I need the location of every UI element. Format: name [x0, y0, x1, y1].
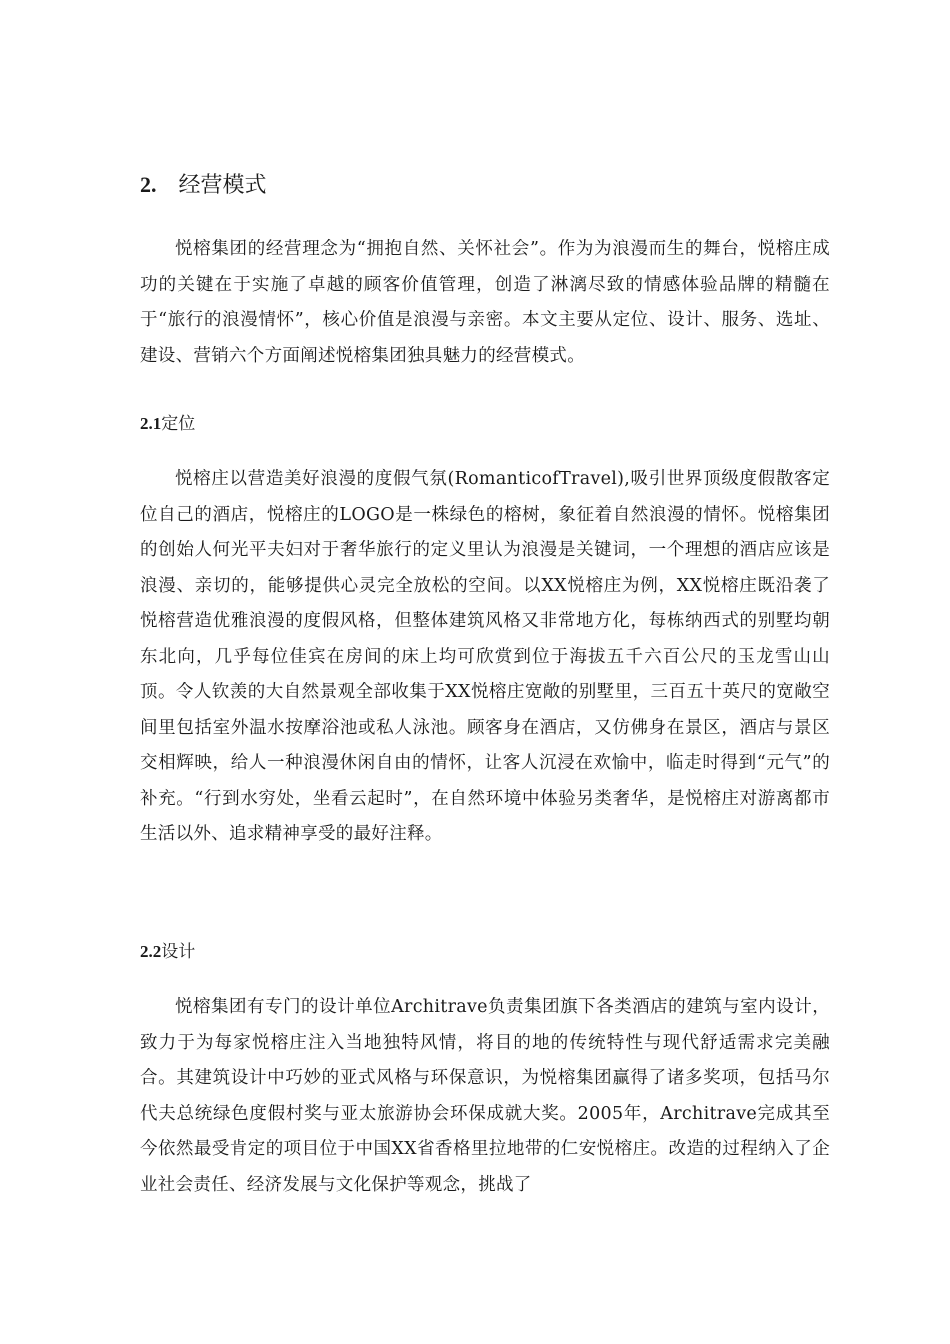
section-title: 经营模式: [178, 173, 267, 198]
subsection-heading-2-1: [140, 410, 195, 438]
section-intro-paragraph: 悦榕集团的经营理念为“拥抱自然、关怀社会”。作为为浪漫而生的舞台，悦榕庄成功的关键在于实施了卓越的顾客价值管理，创造了淋漓尽致的情感体验品牌的精髓在于“旅行的浪漫情怀”，核心价值是浪漫与亲密。本文主要从定位、设计、服务、选址、建设、营销六个方面阐述悦榕集团独具魅力的经营模式。: [140, 239, 830, 366]
subsection-paragraph-2-1: 悦榕庄以营造美好浪漫的度假气氛(RomanticofTravel),吸引世界顶级度假散客定位自己的酒店，悦榕庄的LOGO是一株绿色的榕树，象征着自然浪漫的情怀。悦榕集团的创始人何光平夫妇对于奢华旅行的定义里认为浪漫是关键词，一个理想的酒店应该是浪漫、亲切的，能够提供心灵完全放松的空间。以XX悦榕庄为例，XX悦榕庄既沿袭了悦榕营造优雅浪漫的度假风格，但整体建筑风格又非常地方化，每栋纳西式的别墅均朝东北向，几乎每位佳宾在房间的床上均可欣赏到位于海拔五千六百公尺的玉龙雪山山顶。令人钦羡的大自然景观全部收集于XX悦榕庄宽敞的别墅里，三百五十英尺的宽敞空间里包括室外温水按摩浴池或私人泳池。顾客身在酒店，又仿佛身在景区，酒店与景区交相辉映，给人一种浪漫休闲自由的情怀，让客人沉浸在欢愉中，临走时得到“元气”的补充。“行到水穷处，坐看云起时”，在自然环境中体验另类奢华，是悦榕庄对游离都市生活以外、追求精神享受的最好注释。: [140, 469, 830, 844]
subsection-heading-2-2: [140, 938, 195, 966]
subsection-number: 2.1: [140, 414, 162, 433]
section-heading: [140, 168, 267, 203]
subsection-title: 设计: [161, 942, 196, 962]
section-number: 2.: [140, 172, 157, 197]
subsection-paragraph-2-2: 悦榕集团有专门的设计单位Architrave负责集团旗下各类酒店的建筑与室内设计，致力于为每家悦榕庄注入当地独特风情，将目的地的传统特性与现代舒适需求完美融合。其建筑设计中巧妙的亚式风格与环保意识，为悦榕集团赢得了诸多奖项，包括马尔代夫总统绿色度假村奖与亚太旅游协会环保成就大奖。2005年，Architrave完成其至今依然最受肯定的项目位于中国XX省香格里拉地带的仁安悦榕庄。改造的过程纳入了企业社会责任、经济发展与文化保护等观念，挑战了: [140, 997, 830, 1195]
subsection-number: 2.2: [140, 942, 162, 961]
subsection-title: 定位: [161, 414, 196, 434]
